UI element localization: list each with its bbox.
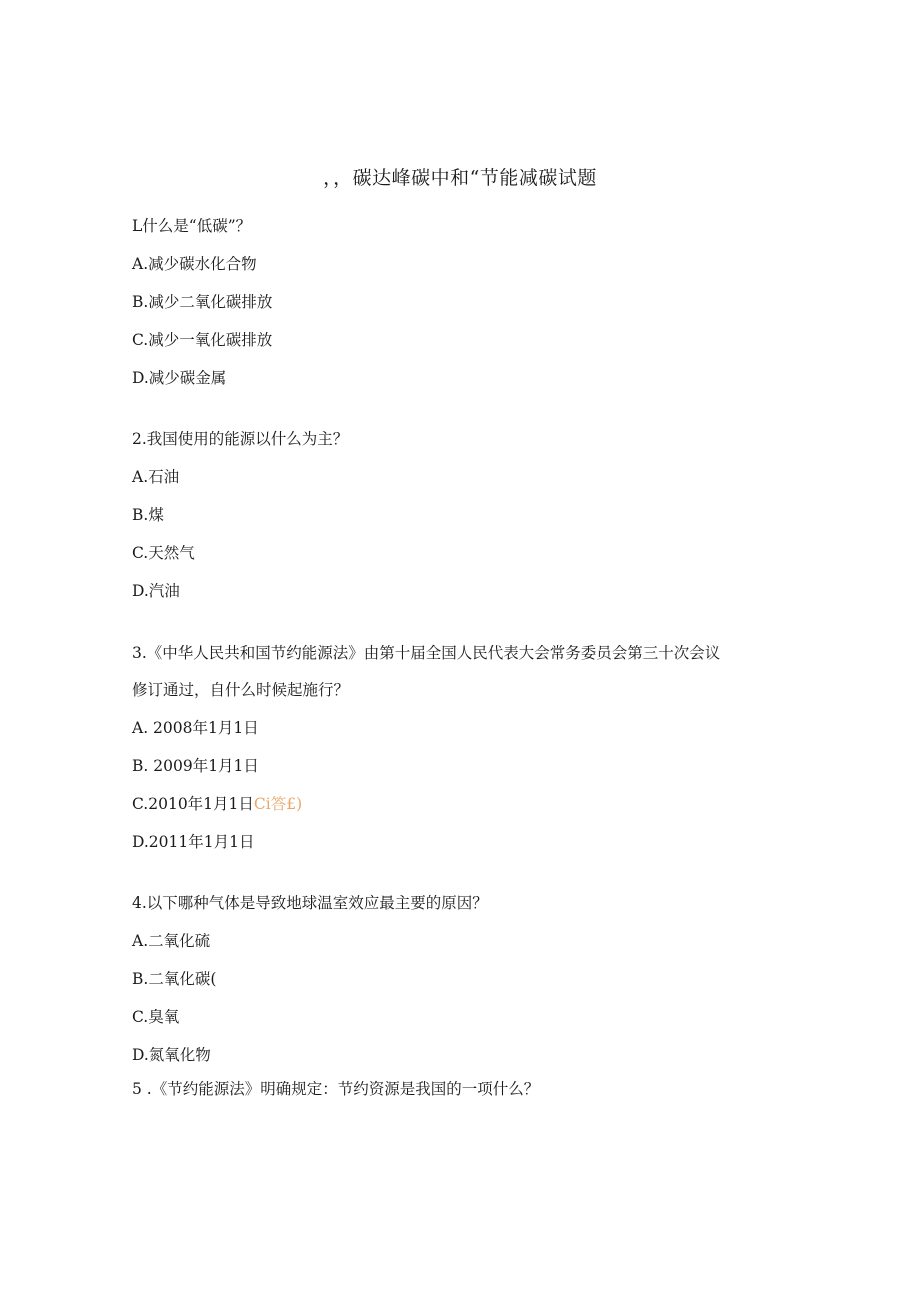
q3-option-a: A. 2008年1月1日	[132, 719, 259, 737]
q1-option-a: A.减少碳水化合物	[132, 255, 257, 273]
q2-option-b: B.煤	[132, 506, 164, 524]
q4-option-a: A.二氧化硫	[132, 932, 211, 950]
q1-option-d: D.减少碳金属	[132, 369, 227, 387]
document-title: ，，碳达峰碳中和“节能减碳试题	[323, 167, 597, 189]
answer-annotation: Ci答£)	[253, 795, 303, 813]
q3-option-d: D.2011年1月1日	[132, 833, 255, 851]
q3-option-c	[132, 794, 302, 814]
q4-option-c: C.臭氧	[132, 1008, 180, 1026]
q4-option-b: B.二氧化碳(	[132, 970, 217, 988]
q4-option-d: D.氮氧化物	[132, 1046, 211, 1064]
question-2: 2.我国使用的能源以什么为主？	[132, 430, 349, 448]
q3-option-c-text: C.2010年1月1日	[132, 795, 254, 813]
q1-option-c: C.减少一氧化碳排放	[132, 331, 273, 349]
question-4: 4.以下哪种气体是导致地球温室效应最主要的原因？	[132, 894, 488, 912]
question-1: L什么是“低碳”？	[132, 217, 252, 235]
question-3: 3.《中华人民共和国节约能源法》由第十届全国人民代表大会常务委员会第三十次会议	[132, 644, 721, 662]
q2-option-d: D.汽油	[132, 582, 180, 600]
q2-option-a: A.石油	[132, 468, 180, 486]
question-3-continued: 修订通过，自什么时候起施行？	[132, 681, 350, 699]
q2-option-c: C.天然气	[132, 544, 195, 562]
q1-option-b: B.减少二氧化碳排放	[132, 293, 273, 311]
question-5: 5 .《节约能源法》明确规定：节约资源是我国的一项什么？	[132, 1080, 540, 1098]
q3-option-b: B. 2009年1月1日	[132, 757, 259, 775]
